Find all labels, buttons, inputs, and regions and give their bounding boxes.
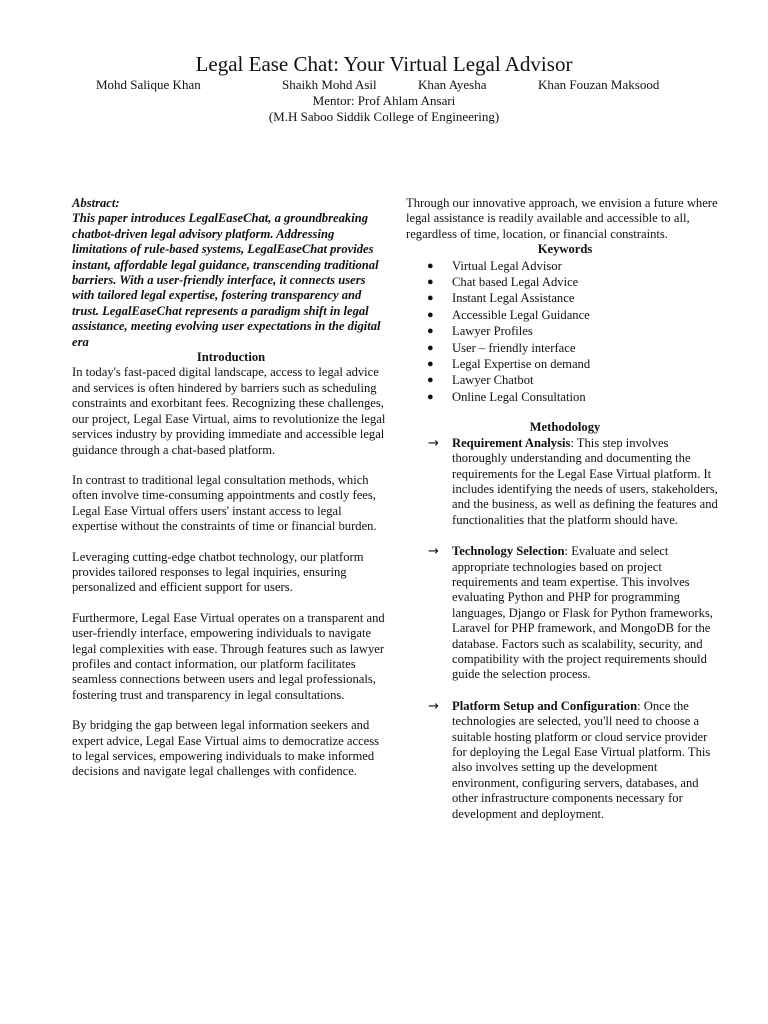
keyword-item	[406, 307, 724, 323]
paper-title: Legal Ease Chat: Your Virtual Legal Advisor	[195, 52, 573, 76]
vision-paragraph: Through our innovative approach, we envision a future where legal assistance is readily available and accessible to all, regardless of time, location, or financial constraints.	[406, 196, 718, 241]
intro-paragraph: By bridging the gap between legal information seekers and expert advice, Legal Ease Virtual aims to democratize access to legal services, empowering individuals to make informed decisions and navigate legal challenges with confidence.	[72, 718, 380, 779]
intro-paragraph: In contrast to traditional legal consultation methods, which often involve time-consuming appointments and costly fees, Legal Ease Virtual offers users' instant access to legal expertise without the constraints of time or financial burden.	[72, 472, 377, 534]
keyword-item	[406, 274, 724, 290]
methodology-step-text: : Once the technologies are selected, you'll need to choose a suitable hosting platform or cloud service provider for deploying the Legal Ease Virtual platform. This also involves setting up the development environment, configuring servers, databases, and other infrastructure components necessary for development and deployment.	[452, 698, 711, 821]
methodology-heading: Methodology	[529, 420, 601, 435]
methodology-step-title: Technology Selection	[452, 544, 565, 559]
methodology-item	[406, 699, 724, 822]
keyword-text: Legal Expertise on demand	[452, 357, 591, 372]
bullet-icon: ●	[427, 276, 434, 289]
author-name: Khan Ayesha	[418, 77, 487, 92]
intro-paragraph: In today's fast-paced digital landscape, access to legal advice and services is often hindered by barriers such as scheduling constraints and exorbitant fees. Recognizing these challenges, our project, Legal Ease Virtual, aims to revolutionize the legal services industry by providing immediate and accessible legal guidance through a chat-based platform.	[72, 365, 386, 457]
arrow-right-icon: →	[428, 544, 439, 560]
author-name: Khan Fouzan Maksood	[538, 77, 660, 92]
introduction-heading: Introduction	[196, 350, 266, 365]
mentor-line: Mentor: Prof Ahlam Ansari	[312, 93, 456, 108]
keyword-text: Lawyer Chatbot	[452, 373, 534, 388]
abstract-label: Abstract:	[72, 196, 120, 210]
keyword-text: Chat based Legal Advice	[452, 275, 579, 290]
keyword-list	[406, 258, 724, 406]
college-line: (M.H Saboo Siddik College of Engineering)	[268, 109, 500, 124]
methodology-item	[406, 544, 724, 683]
methodology-step-title: Platform Setup and Configuration	[452, 698, 638, 713]
bullet-icon: ●	[427, 358, 434, 371]
keyword-item	[406, 258, 724, 274]
bullet-icon: ●	[427, 341, 434, 354]
bullet-icon: ●	[427, 308, 434, 321]
methodology-step-title: Requirement Analysis	[452, 435, 571, 450]
bullet-icon: ●	[427, 325, 434, 338]
bullet-icon: ●	[427, 292, 434, 305]
left-column	[72, 196, 390, 780]
abstract	[72, 196, 390, 350]
arrow-right-icon: →	[428, 435, 439, 451]
paper-header	[0, 52, 768, 125]
keyword-item	[406, 389, 724, 405]
bullet-icon: ●	[427, 374, 434, 387]
keyword-text: Lawyer Profiles	[452, 324, 533, 339]
intro-paragraph: Furthermore, Legal Ease Virtual operates on a transparent and user-friendly interface, empowering individuals to navigate legal complexities with ease. Through features such as lawyer profiles and contact information, our platform facilitates seamless connections between users and legal professionals, fostering trust and transparency in legal consultations.	[72, 610, 385, 702]
keyword-text: Instant Legal Assistance	[452, 291, 575, 306]
bullet-icon: ●	[427, 259, 434, 272]
keyword-item	[406, 372, 724, 388]
methodology-item	[406, 436, 724, 528]
intro-paragraph: Leveraging cutting-edge chatbot technology, our platform provides tailored responses to legal inquiries, ensuring personalized and efficient support for users.	[72, 549, 364, 595]
arrow-right-icon: →	[428, 698, 439, 714]
keyword-text: Online Legal Consultation	[452, 389, 586, 404]
author-name: Mohd Salique Khan	[96, 77, 201, 92]
author-list	[0, 77, 768, 93]
keyword-item	[406, 356, 724, 372]
keyword-item	[406, 290, 724, 306]
keywords-heading: Keywords	[537, 242, 593, 257]
keyword-text: Virtual Legal Advisor	[452, 258, 562, 273]
bullet-icon: ●	[427, 390, 434, 403]
methodology-step-text: : Evaluate and select appropriate technologies based on project requirements and team expertise. This involves evaluating Python and PHP for programming languages, Django or Flask for Python frameworks, Laravel for PHP framework, and MongoDB for the database. Factors such as scalability, security, and compatibility with the project requirements should guide the selection process.	[452, 544, 713, 682]
abstract-text: This paper introduces LegalEaseChat, a groundbreaking chatbot-driven legal advisory platform. Addressing limitations of rule-based systems, LegalEaseChat provides instant, affordable legal guidance, transcending traditional barriers. With a user-friendly interface, it connects users with tailored legal expertise, fostering transparency and trust. LegalEaseChat represents a paradigm shift in legal assistance, meeting evolving user expectations in the digital era	[72, 211, 381, 349]
methodology-step-text: : This step involves thoroughly understanding and documenting the requirements for the Legal Ease Virtual platform. It includes identifying the needs of users, stakeholders, and the business, as well as defining the features and functionalities that the platform should have.	[452, 435, 718, 527]
keyword-item	[406, 323, 724, 339]
keyword-text: User – friendly interface	[452, 340, 576, 355]
author-name: Shaikh Mohd Asil	[282, 77, 377, 92]
keyword-text: Accessible Legal Guidance	[452, 307, 590, 322]
keyword-item	[406, 340, 724, 356]
right-column	[406, 196, 724, 838]
